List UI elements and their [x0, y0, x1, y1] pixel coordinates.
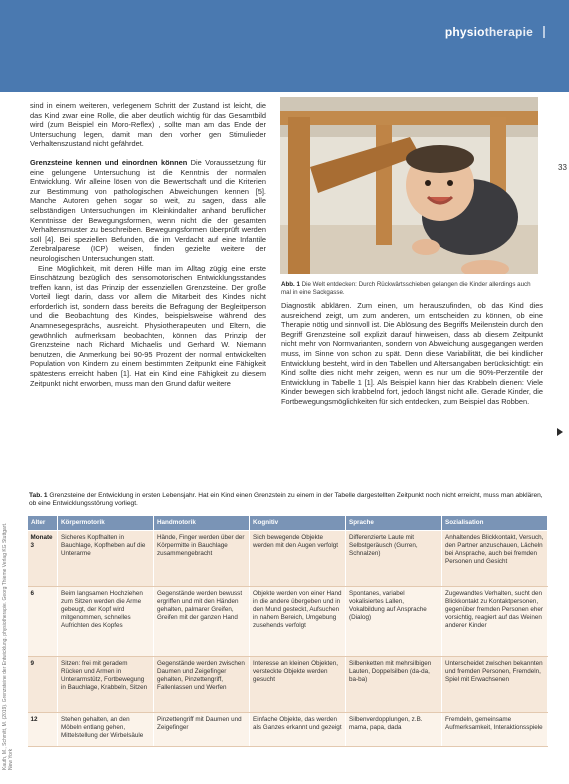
table-cell: Einfache Objekte, das werden als Ganzes erkannt und gezeigt [250, 713, 346, 747]
table-cell: Pinzettengriff mit Daumen und Zeigefinger [154, 713, 250, 747]
table-cell: Stehen gehalten, an den Möbeln entlang gehen, Mittelstellung der Wirbelsäule [58, 713, 154, 747]
intro-paragraph: sind in einem weiteren, verlegenem Schritt der Zustand ist leicht, die das Kind zwar eine Rolle, die aber deutlich wichtig für das Gesamtbild wird (zum Beispiel ein Moro-Reflex) , sollte man am das Ende der Untersuchung legen, damit man den vorher gen Stimulieder Verhaltenszustand nicht gefährdet. [30, 101, 266, 149]
table-cell: Interesse an kleinen Objekten, versteckte Objekte werden gesucht [250, 657, 346, 713]
grenzsteine-paragraph: Eine Möglichkeit, mit deren Hilfe man im Alltag zügig eine erste Einschätzung bezüglich des sensomotorischen Entwicklungsstandes treffen kann, ist das Prinzip der essenziellen Grenzsteine. Der große Vorteil liegt darin, dass vor allem die Mitarbeit des Kindes nicht erforderlich ist, sondern dass bereits die Befragung der Begleitperson und die Beobachtung des Kindes, beispielsweise während des Anamnesegesprächs, ausreicht. Physiotherapeuten und Eltern, die gewöhnlich aufmerksam beobachten, können das Prinzip der Grenzsteine nach Richard Michaelis und Gerhard W. Niemann benutzen, die Anmerkung bei 90-95 Prozent der normal entwickelten Population von Kindern zu einem bestimmten Zeitpunkt eine Fähigkeit spätestens erreicht haben [1]. Hat ein Kind eine Fähigkeit zu diesem Zeitpunkt nicht erworben, muss man den Grund dafür weitere [30, 263, 266, 388]
right-column [281, 301, 543, 407]
header-band [0, 0, 569, 92]
table-cell: Anhaltendes Blickkontakt, Versuch, den Partner anzuschauen, Lächeln bei Ansprache, auch bei fremden Personen und Gesicht [442, 531, 548, 587]
brand-part-2: therapie [484, 25, 533, 39]
table-cell: Beim langsamen Hochziehen zum Sitzen werden die Arme gebeugt, der Kopf wird mitgenommen, schnelles Aufrichten des Kopfes [58, 587, 154, 657]
age-unit-label: Monate [30, 534, 53, 541]
age-cell [28, 713, 58, 747]
table-cell: Sich bewegende Objekte werden mit den Augen verfolgt [250, 531, 346, 587]
figure-caption [281, 281, 539, 297]
table-cell: Gegenstände werden bewusst ergriffen und mit den Händen gehalten, palmarer Greifen, Greifen mit der ganzen Hand [154, 587, 250, 657]
right-paragraph: Diagnostik abklären. Zum einen, um herauszufinden, ob das Kind dies ausreichend zeigt, um zum anderen, um entscheiden zu können, ob eine Therapie nötig und sinnvoll ist. Die Ablösung des Begriffs Meilenstein durch den Begriff Grenzsteine soll explizit darauf hinweisen, dass ab diesem Zeitpunkt nicht mehr von Normvarianten, sondern von Abweichung ausgegangen werden muss, im Sinne von schon zu spät. Denn diese Variabilität, die bei kindlicher Entwicklung besteht, wird in den Tabellen und Altersangaben berücksichtigt: ein Kind sollte dies nicht mehr zeigen, wenn es nur um die 90%-Perzentile der Entwicklung in Tabelle 1 [1]. Als Beispiel kann hier das Krabbeln dienen: Viele Kinder bewegen sich krabbelnd fort, jedoch längst nicht alle. Gerade Kinder, die Fortbewegungsmöglichkeiten für sich entdecken, zum Beispiel das Robben. [281, 301, 543, 406]
table-title-text: Grenzsteine der Entwicklung in ersten Lebensjahr. Hat ein Kind einen Grenzstein zu einem in der Tabelle dargestellten Zeitpunkt noch nicht erreicht, muss man abklären, ob eine Entwicklungsstörung vorliegt. [29, 492, 543, 508]
continue-arrow-icon [557, 428, 563, 436]
section-heading: Grenzsteine kennen und einordnen können [30, 157, 188, 167]
table-cell: Hände, Finger werden über der Körpermitte in Bauchlage zusammengebracht [154, 531, 250, 587]
table-cell: Gegenstände werden zwischen Daumen und Zeigefinger gehalten, Pinzettengriff, Fallenlassen und Werfen [154, 657, 250, 713]
age-value: 12 [30, 716, 38, 723]
age-value: 6 [30, 590, 35, 597]
table-row [28, 587, 548, 657]
figure-caption-label: Abb. 1 [281, 281, 300, 288]
table-cell: Sitzen: frei mit geradem Rücken und Armen in Unterarmstütz, Fortbewegung in Bauchlage, Krabbeln, Sitzen [58, 657, 154, 713]
side-reference [2, 520, 28, 770]
table-cell: Unterscheidet zwischen bekannten und fremden Personen, Fremdeln, Spiel mit Erwachsenen [442, 657, 548, 713]
side-reference-text: Kauth, M., Schmitt, M. (2019). Grenzsteine der Entwicklung. physiotherapie. Georg Thieme Verlag KG Stuttgart. New York [2, 522, 14, 770]
table-header-cell: Sprache [346, 516, 442, 531]
table-cell: Silbenketten mit mehrsilbigen Lauten, Doppelsilben (da-da, ba-ba) [346, 657, 442, 713]
table-row [28, 657, 548, 713]
age-cell [28, 587, 58, 657]
table-header-cell: Sozialisation [442, 516, 548, 531]
table-cell: Silbenverdopplungen, z.B. mama, papa, dada [346, 713, 442, 747]
table-cell: Fremdeln, gemeinsame Aufmerksamkeit, Interaktionsspiele [442, 713, 548, 747]
table-row [28, 713, 548, 747]
page-number: 33 [558, 163, 567, 172]
table-row [28, 531, 548, 587]
table-title-label: Tab. 1 [29, 492, 48, 499]
table-header-cell: Kognitiv [250, 516, 346, 531]
age-cell [28, 657, 58, 713]
table-cell: Differenzierte Laute mit Selbstgeräusch (Gurren, Schnalzen) [346, 531, 442, 587]
left-column [30, 101, 266, 388]
table-title [29, 492, 549, 509]
table-header-cell: Körpermotorik [58, 516, 154, 531]
age-value: 3 [30, 542, 35, 549]
table-header-cell: Handmotorik [154, 516, 250, 531]
journal-brand [445, 25, 533, 39]
development-table [27, 515, 548, 747]
section-paragraph-text: Die Voraussetzung für eine gelungene Untersuchung ist die Kenntnis der normalen Entwicklung. Wir alleine lösen von die Bewertschaft und die Kriterien zur Bestimmung von pathologischen Abweichungen kennen [5]. Manche Autoren gehen sogar so weit, zu sagen, dass alle selbständigen Untersuchungen im Kleinkindalter anhand beruflicher Kenntnisse der Bewegungsformen, wenn nicht die der gesamten Verhaltensmuster zu beschreiben. Bewegungsformen überprüft werden soll [4]. Bei speziellen Befunden, die im Verdacht auf eine Infantile Zerebralparese (ICP) weisen, finden gezielte weitere der neurologischen Untersuchungen statt. [30, 157, 266, 263]
age-cell [28, 531, 58, 587]
table-cell: Spontanes, variabel vokalisiertes Lallen, Vokalbildung auf Ansprache (Dialog) [346, 587, 442, 657]
figure-caption-text: Die Welt entdecken: Durch Rückwärtsschieben gelangen die Kinder allerdings auch mal in eine Sackgasse. [281, 281, 531, 296]
table-header-cell: Alter [28, 516, 58, 531]
table-header-row [28, 516, 548, 531]
brand-part-1: physio [444, 25, 485, 39]
baby-under-chair-image [280, 97, 538, 274]
age-value: 9 [30, 660, 35, 667]
brand-mark [543, 26, 555, 38]
table-cell: Objekte werden von einer Hand in die andere übergeben und in den Mund gesteckt, Aufsuchen in nahem Bereich, Umgebung zusehends verfolgt [250, 587, 346, 657]
figure-photo [280, 97, 538, 274]
table-cell: Sicheres Kopfhalten in Bauchlage, Kopfheben auf die Unterarme [58, 531, 154, 587]
table-cell: Zugewandtes Verhalten, sucht den Blickkontakt zu Kontaktpersonen, gegenüber fremden Personen eher vorsichtig, reagiert auf das Weinen anderer Kinder [442, 587, 548, 657]
